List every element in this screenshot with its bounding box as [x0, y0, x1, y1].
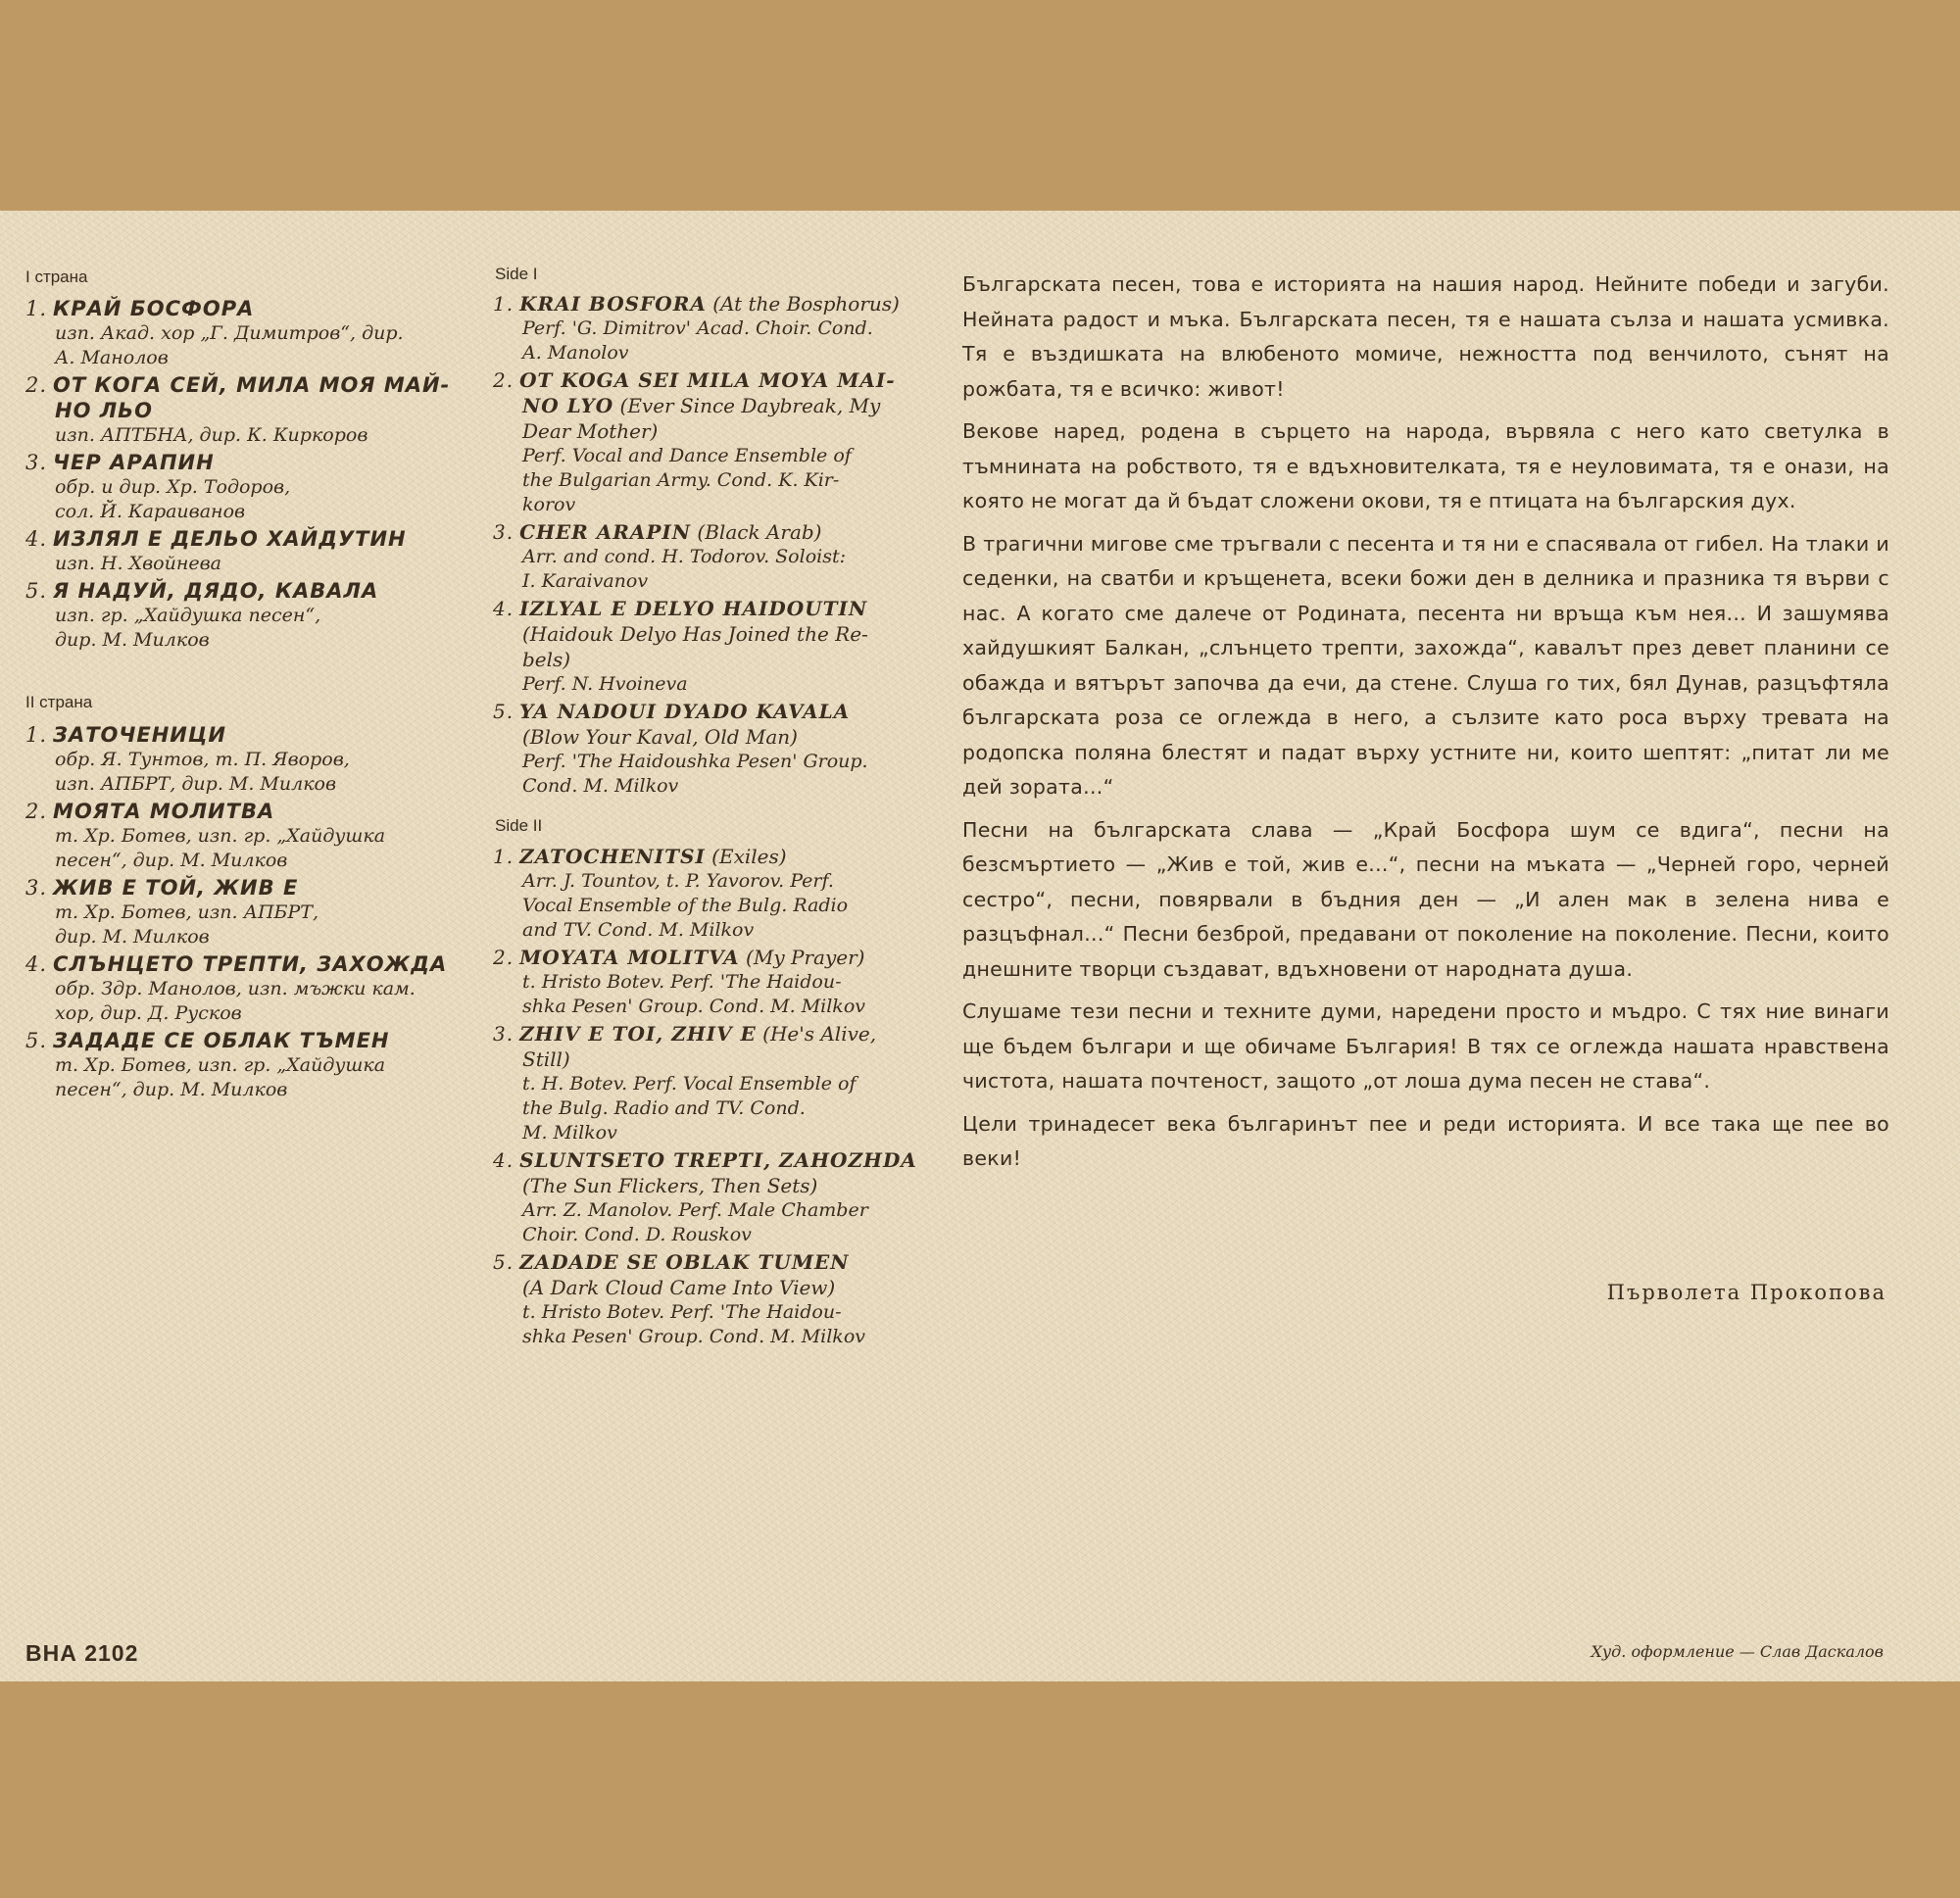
track-title	[25, 1028, 466, 1053]
track-credit: изп. АПТБНА, дир. К. Киркоров	[55, 424, 368, 446]
track-item	[493, 844, 939, 943]
track-credit: песен“, дир. М. Милков	[55, 850, 288, 871]
track-number: 1.	[25, 723, 48, 747]
track-title	[493, 1147, 939, 1173]
track-translation: (The Sun Flickers, Then Sets)	[522, 1174, 818, 1197]
track-number: 5.	[493, 700, 514, 723]
side1-en-label: Side I	[495, 265, 538, 283]
track-title-continued	[493, 418, 939, 444]
track-title	[25, 296, 466, 321]
side2-bg-tracklist	[25, 722, 466, 1104]
track-credit: shka Pesen' Group. Cond. M. Milkov	[522, 996, 865, 1017]
track-credit: Perf. Vocal and Dance Ensemble of	[522, 445, 852, 466]
track-translation: Still)	[522, 1047, 570, 1071]
track-title-text: ИЗЛЯЛ Е ДЕЛЬО ХАЙДУТИН	[53, 527, 407, 551]
side2-bg-label: II страна	[25, 693, 93, 711]
track-translation: (My Prayer)	[739, 946, 865, 969]
track-item	[493, 596, 939, 697]
track-translation: (Black Arab)	[691, 520, 822, 544]
track-credit: the Bulg. Radio and TV. Cond.	[522, 1097, 806, 1119]
track-item	[493, 1249, 939, 1349]
track-credit: t. H. Botev. Perf. Vocal Ensemble of	[522, 1073, 857, 1095]
essay-paragraph: Песни на българската слава — „Край Босфора шум се вдига“, песни на безсмъртието — „Жив е той, жив е...“, песни на мъката — „Черней горо, черней сестро“, песни, повярвали в бъдния ден — „И ален мак в зелена нива е разцъфнал...“ Песни безброй, предавани от поколение на поколение. Песни, които днешните творци създават, вдъхновени от народната душа.	[962, 817, 1889, 981]
track-credit: Cond. M. Milkov	[522, 775, 679, 797]
track-number: 4.	[25, 952, 48, 976]
track-title-text: CHER ARAPIN	[519, 520, 692, 544]
track-number: 3.	[25, 451, 48, 474]
track-title-text: МОЯТА МОЛИТВА	[53, 800, 275, 823]
track-title	[493, 699, 939, 724]
track-number: 4.	[25, 527, 48, 551]
track-credit: Vocal Ensemble of the Bulg. Radio	[522, 895, 849, 916]
track-title-continued	[493, 1275, 939, 1300]
track-title-text: IZLYAL E DELYO HAIDOUTIN	[519, 597, 868, 620]
track-credit: обр. Здр. Манолов, изп. мъжки кам.	[55, 978, 416, 999]
track-credit: дир. М. Милков	[55, 629, 210, 651]
track-credit: Arr. and cond. H. Todorov. Soloist:	[522, 546, 847, 567]
track-translation: (Haidouk Delyo Has Joined the Re-	[522, 622, 868, 646]
track-title	[25, 526, 466, 552]
track-title-text: ОТ КОГА СЕЙ, МИЛА МОЯ МАЙ-	[53, 373, 451, 397]
track-title-continued	[493, 1046, 939, 1072]
track-title	[25, 799, 466, 824]
track-number: 1.	[25, 297, 48, 320]
track-credit: изп. гр. „Хайдушка песен“,	[55, 605, 321, 626]
track-credit: дир. М. Милков	[55, 926, 210, 948]
side2-en-tracklist	[493, 844, 939, 1351]
track-title	[493, 1249, 939, 1275]
track-number: 5.	[25, 1029, 48, 1052]
track-item	[25, 450, 466, 524]
top-band	[0, 0, 1960, 211]
track-title	[25, 578, 466, 604]
track-item	[25, 1028, 466, 1102]
side2-en-label: Side II	[495, 816, 543, 835]
track-credit: Choir. Cond. D. Rouskov	[522, 1224, 752, 1245]
essay-paragraph: Слушаме тези песни и техните думи, наредени просто и мъдро. С тях ние винаги ще бъдем българи и ще обичаме България! В тях се оглежда нашата нравствена чистота, нашата почтеност, защото „от лоша дума песен не става“.	[962, 999, 1889, 1093]
track-title-text: NO LYO	[522, 394, 614, 417]
track-item	[25, 296, 466, 370]
track-translation: bels)	[522, 648, 571, 671]
track-title	[493, 596, 939, 621]
bottom-band	[0, 1681, 1960, 1898]
track-number: 3.	[493, 1022, 514, 1046]
track-item	[25, 372, 466, 448]
track-credit: сол. Й. Караиванов	[55, 501, 246, 522]
track-translation: Dear Mother)	[522, 419, 659, 443]
track-title	[493, 945, 939, 970]
track-item	[25, 799, 466, 873]
side1-bg-tracklist	[25, 296, 466, 655]
track-title-continued: НО ЛЬО	[55, 399, 154, 422]
track-number: 5.	[25, 579, 48, 603]
track-credit: shka Pesen' Group. Cond. M. Milkov	[522, 1326, 865, 1347]
track-title	[493, 519, 939, 545]
track-title-continued	[493, 621, 939, 647]
track-number: 2.	[493, 368, 514, 392]
track-title-text: ЗАТОЧЕНИЦИ	[53, 723, 226, 747]
track-title-text: YA NADOUI DYADO KAVALA	[519, 700, 851, 723]
track-credit: изп. АПБРТ, дир. М. Милков	[55, 773, 337, 795]
track-item	[493, 945, 939, 1019]
track-credit: изп. Н. Хвойнева	[55, 553, 221, 574]
track-title-text: ZADADE SE OBLAK TUMEN	[519, 1250, 850, 1274]
track-credit: Perf. N. Hvoineva	[522, 673, 688, 695]
track-credit: обр. Я. Тунтов, т. П. Яворов,	[55, 749, 350, 770]
track-item	[493, 367, 939, 517]
track-title-continued	[493, 1173, 939, 1198]
track-translation: (A Dark Cloud Came Into View)	[522, 1276, 836, 1299]
track-credit: т. Хр. Ботев, изп. гр. „Хайдушка	[55, 825, 386, 847]
track-title-text: SLUNTSETO TREPTI, ZAHOZHDA	[519, 1148, 917, 1172]
track-credit: т. Хр. Ботев, изп. АПБРТ,	[55, 901, 318, 923]
track-item	[493, 699, 939, 799]
essay-paragraph: Векове наред, родена в сърцето на народа, вървяла с него като светулка в тъмнината на робството, тя е вдъхновителката, тя е неуловимата, тя е онази, на която не могат да й бъдат сложени окови, тя е птицата на българския дух.	[962, 419, 1889, 512]
essay-paragraph: Българската песен, това е историята на нашия народ. Нейните победи и загуби. Нейната радост и мъка. Българската песен, тя е нашата сълза и нашата усмивка. Тя е въздишката на влюбеното момиче, нежността под венчилото, сънят на рожбата, тя е всичко: живот!	[962, 272, 1889, 401]
track-title	[493, 291, 939, 316]
track-title-continued	[493, 724, 939, 750]
track-title-text: MOYATA MOLITVA	[519, 946, 740, 969]
track-credit: and TV. Cond. M. Milkov	[522, 919, 755, 941]
track-credit: изп. Акад. хор „Г. Димитров“, дир.	[55, 322, 404, 344]
track-credit: A. Manolov	[522, 342, 629, 364]
side1-bg-label: I страна	[25, 268, 88, 286]
track-credit: M. Milkov	[522, 1122, 617, 1144]
track-item	[493, 291, 939, 365]
track-credit: т. Хр. Ботев, изп. гр. „Хайдушка	[55, 1054, 386, 1076]
track-credit: Perf. 'The Haidoushka Pesen' Group.	[522, 751, 868, 772]
track-title-text: КРАЙ БОСФОРА	[53, 297, 255, 320]
track-credit: I. Karaivanov	[522, 570, 649, 592]
track-number: 5.	[493, 1250, 514, 1274]
track-credit: хор, дир. Д. Русков	[55, 1002, 242, 1024]
track-item	[493, 1147, 939, 1247]
track-credit: обр. и дир. Хр. Тодоров,	[55, 476, 291, 498]
track-item	[25, 875, 466, 949]
track-item	[493, 1021, 939, 1145]
track-credit: t. Hristo Botev. Perf. 'The Haidou-	[522, 971, 842, 993]
track-title	[493, 844, 939, 869]
track-title-text: ZHIV E TOI, ZHIV E	[519, 1022, 757, 1046]
track-credit: t. Hristo Botev. Perf. 'The Haidou-	[522, 1301, 842, 1323]
track-translation: (Ever Since Daybreak, My	[613, 394, 881, 417]
track-credit: Perf. 'G. Dimitrov' Acad. Choir. Cond.	[522, 317, 873, 339]
track-title-text: СЛЪНЦЕТО ТРЕПТИ, ЗАХОЖДА	[53, 952, 448, 976]
track-title-text: ЗАДАДЕ СЕ ОБЛАК ТЪМЕН	[53, 1029, 390, 1052]
track-number: 2.	[25, 373, 48, 397]
track-credit: песен“, дир. М. Милков	[55, 1079, 288, 1100]
track-number: 4.	[493, 1148, 514, 1172]
track-translation: (He's Alive,	[756, 1022, 877, 1046]
track-credit: Arr. Z. Manolov. Perf. Male Chamber	[522, 1199, 868, 1221]
track-title-text: ЧЕР АРАПИН	[53, 451, 215, 474]
track-title	[25, 951, 466, 977]
track-title	[25, 875, 466, 900]
track-translation: (Exiles)	[705, 845, 787, 868]
essay-author: Първолета Прокопова	[1606, 1281, 1886, 1304]
side1-en-tracklist	[493, 291, 939, 801]
essay-paragraph: Цели тринадесет века българинът пее и реди историята. И все така ще пее во веки!	[962, 1111, 1889, 1170]
track-number: 1.	[493, 292, 514, 316]
track-translation: (At the Bosphorus)	[706, 292, 900, 316]
track-item	[493, 519, 939, 594]
track-title	[25, 722, 466, 748]
track-title-text: Я НАДУЙ, ДЯДО, КАВАЛА	[53, 579, 379, 603]
track-number: 3.	[25, 876, 48, 900]
track-title	[25, 372, 466, 398]
track-number: 1.	[493, 845, 514, 868]
catalog-number: ВНА 2102	[25, 1640, 139, 1666]
essay-paragraph: В трагични мигове сме тръгвали с песента и тя ни е спасявала от гибел. На тлаки и седенки, на сватби и кръщенета, всеки божи ден в делника и празника тя върви с нас. А когато сме далече от Родината, песента ни връща към нея... И зашумява хайдушкият Балкан, „слънцето трепти, захожда“, кавалът през девет планини се обажда и вятърът започва да ечи, да стене. Слуша го тих, бял Дунав, разцъфтяла българската роза се оглежда в него, а сълзите като роса върху тревата на родопска поляна блестят и падат върху устните ни, които шептят: „питат ли ме дей зората...“	[962, 531, 1889, 799]
track-number: 2.	[25, 800, 48, 823]
design-credit: Худ. оформление — Слав Даскалов	[1591, 1642, 1884, 1661]
track-title-text: ZATOCHENITSI	[519, 845, 706, 868]
track-title	[25, 450, 466, 475]
track-item	[25, 722, 466, 797]
track-translation: (Blow Your Kaval, Old Man)	[522, 725, 798, 749]
track-credit: the Bulgarian Army. Cond. K. Kir-	[522, 469, 840, 491]
track-item	[25, 578, 466, 653]
track-number: 4.	[493, 597, 514, 620]
track-number: 3.	[493, 520, 514, 544]
track-title-continued	[493, 647, 939, 672]
track-credit: korov	[522, 494, 576, 515]
essay-text	[962, 268, 1889, 1185]
track-title	[493, 1021, 939, 1046]
track-credit: Arr. J. Tountov, t. P. Yavorov. Perf.	[522, 870, 834, 892]
track-title-text: KRAI BOSFORA	[519, 292, 707, 316]
track-item	[25, 526, 466, 576]
track-title-text: ЖИВ Е ТОЙ, ЖИВ Е	[53, 876, 299, 900]
track-credit: А. Манолов	[55, 347, 169, 368]
track-number: 2.	[493, 946, 514, 969]
track-title-continued	[493, 393, 939, 418]
track-title	[493, 367, 939, 393]
track-title-text: OT KOGA SEI MILA MOYA MAI-	[519, 368, 896, 392]
track-item	[25, 951, 466, 1026]
